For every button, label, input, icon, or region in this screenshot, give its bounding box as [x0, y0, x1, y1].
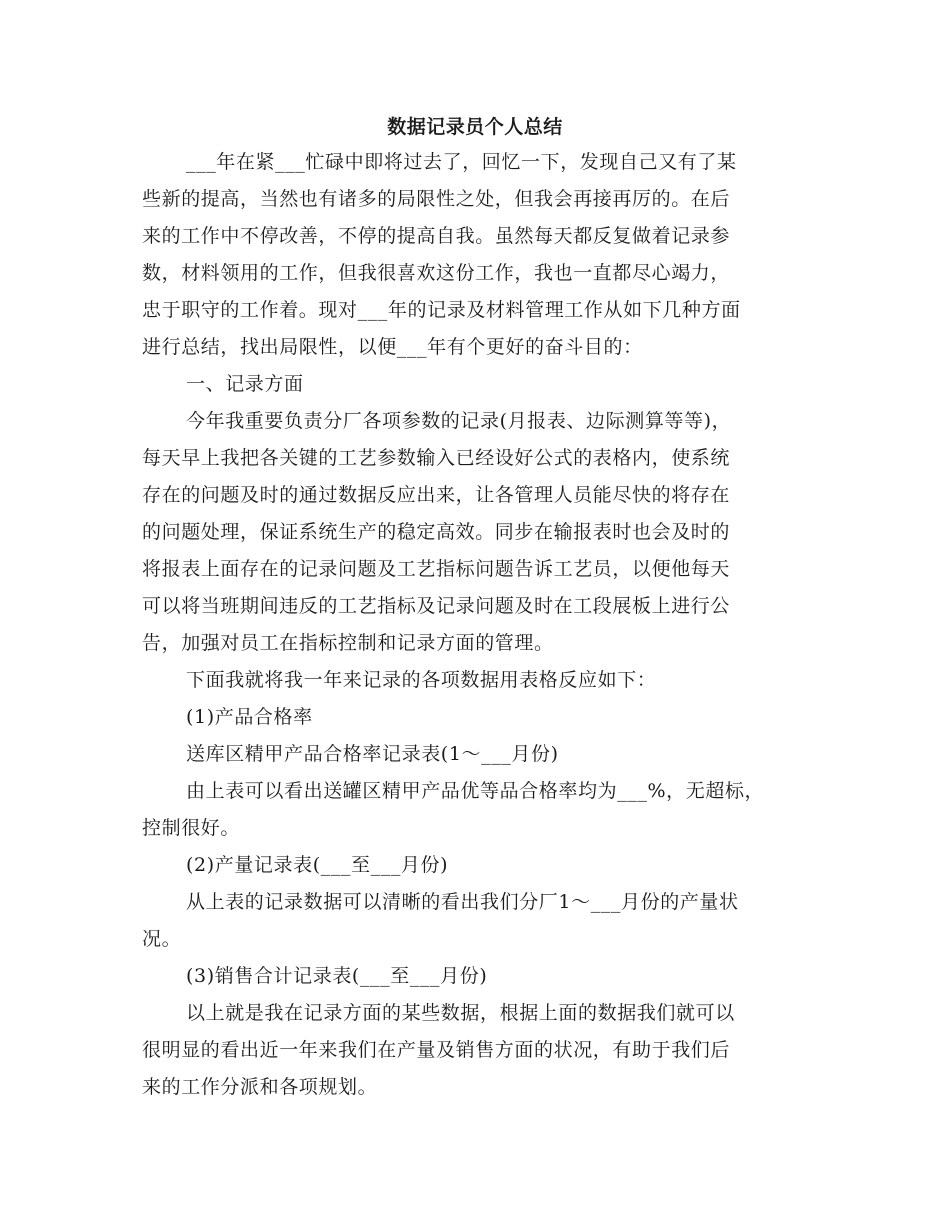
paragraph-line: 控制很好。 — [142, 817, 241, 839]
paragraph-line: 可以将当班期间违反的工艺指标及记录问题及时在工段展板上进行公 — [142, 595, 731, 617]
paragraph-line: 告，加强对员工在指标控制和记录方面的管理。 — [142, 632, 554, 654]
paragraph-line: 每天早上我把各关键的工艺参数输入已经设好公式的表格内，使系统 — [142, 447, 731, 469]
paragraph-line: 存在的问题及时的通过数据反应出来，让各管理人员能尽快的将存在 — [142, 484, 731, 506]
table-caption: 送库区精甲产品合格率记录表(1～___月份) — [186, 743, 559, 765]
paragraph-line: 由上表可以看出送罐区精甲产品优等品合格率均为___%，无超标， — [186, 780, 765, 802]
paragraph-line: 很明显的看出近一年来我们在产量及销售方面的状况，有助于我们后 — [142, 1039, 731, 1061]
paragraph-line: 将报表上面存在的记录问题及工艺指标问题告诉工艺员，以便他每天 — [142, 558, 731, 580]
paragraph-line: 进行总结，找出局限性，以便___年有个更好的奋斗目的： — [142, 336, 643, 358]
paragraph-line: 从上表的记录数据可以清晰的看出我们分厂1～___月份的产量状 — [186, 891, 739, 913]
paragraph-line: ___年在紧___忙碌中即将过去了，回忆一下，发现自己又有了某 — [186, 151, 737, 173]
subsection-heading: (3)销售合计记录表(___至___月份) — [186, 965, 488, 987]
paragraph-line: 况。 — [142, 928, 182, 950]
paragraph-line: 来的工作分派和各项规划。 — [142, 1076, 378, 1098]
paragraph-line: 数，材料领用的工作，但我很喜欢这份工作，我也一直都尽心竭力， — [142, 262, 731, 284]
paragraph-line: 来的工作中不停改善，不停的提高自我。虽然每天都反复做着记录参 — [142, 225, 731, 247]
paragraph-line: 今年我重要负责分厂各项参数的记录(月报表、边际测算等等)， — [186, 410, 732, 432]
subsection-heading: (1)产品合格率 — [186, 706, 313, 728]
paragraph-line: 些新的提高，当然也有诸多的局限性之处，但我会再接再厉的。在后 — [142, 188, 731, 210]
paragraph-line: 以上就是我在记录方面的某些数据，根据上面的数据我们就可以 — [186, 1002, 735, 1024]
paragraph-line: 下面我就将我一年来记录的各项数据用表格反应如下： — [186, 669, 657, 691]
document-title: 数据记录员个人总结 — [387, 116, 563, 138]
paragraph-line: 的问题处理，保证系统生产的稳定高效。同步在输报表时也会及时的 — [142, 521, 731, 543]
subsection-heading: (2)产量记录表(___至___月份) — [186, 854, 449, 876]
paragraph-line: 忠于职守的工作着。现对___年的记录及材料管理工作从如下几种方面 — [142, 299, 741, 321]
section-heading: 一、记录方面 — [186, 373, 304, 395]
